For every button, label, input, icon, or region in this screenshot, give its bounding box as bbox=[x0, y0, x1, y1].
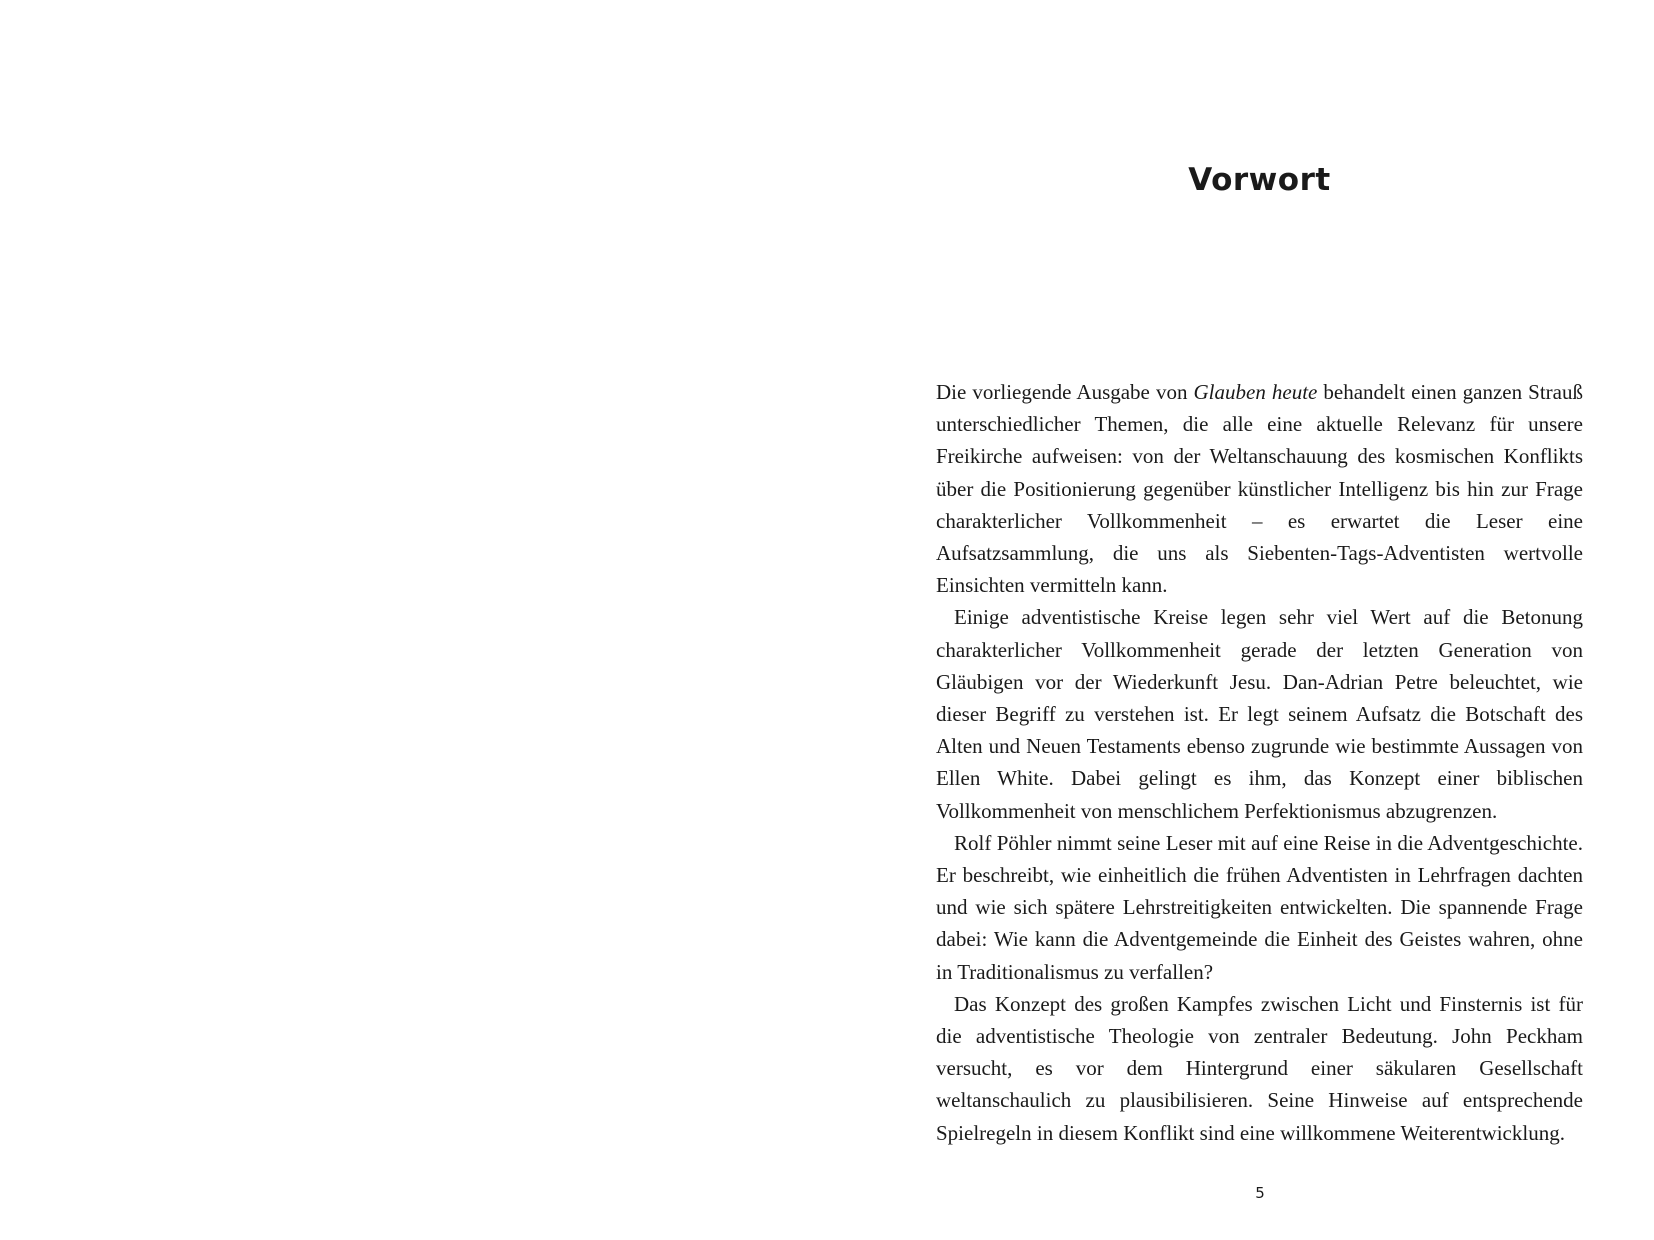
paragraph-1-start: Die vorliegende Ausgabe von bbox=[936, 380, 1194, 404]
preface-body bbox=[936, 376, 1583, 1149]
paragraph-1 bbox=[936, 376, 1583, 601]
book-title-italic: Glauben heute bbox=[1193, 380, 1318, 404]
chapter-title: Vorwort bbox=[1188, 162, 1331, 198]
page-number: 5 bbox=[1255, 1184, 1265, 1202]
paragraph-1-rest: behandelt einen ganzen Strauß unterschiedlicher Themen, die alle eine aktuelle Relevanz für unsere Freikirche aufweisen: von der Weltanschauung des kosmischen Konflikts über die Positionierung gegenüber künstlicher Intelligenz bis hin zur Frage charakterlicher Vollkommenheit – es erwartet die Leser eine Aufsatzsammlung, die uns als Siebenten-Tags-Adventisten wertvolle Einsichten vermitteln kann. bbox=[936, 380, 1583, 598]
paragraph-4: Das Konzept des großen Kampfes zwischen Licht und Finsternis ist für die adventistische Theologie von zentraler Bedeutung. John Peckham versucht, es vor dem Hintergrund einer säkularen Gesellschaft weltanschaulich zu plausibilisieren. Seine Hinweise auf entsprechende Spielregeln in diesem Konflikt sind eine willkommene Weiterentwicklung. bbox=[936, 991, 1583, 1145]
paragraph-2: Einige adventistische Kreise legen sehr viel Wert auf die Betonung charakterlicher Vollkommenheit gerade der letzten Generation von Gläubigen vor der Wiederkunft Jesu. Dan-Adrian Petre beleuchtet, wie dieser Begriff zu verstehen ist. Er legt seinem Aufsatz die Botschaft des Alten und Neuen Testaments ebenso zugrunde wie bestimmte Aussagen von Ellen White. Dabei gelingt es ihm, das Konzept einer biblischen Vollkommenheit von menschlichem Perfektionismus abzugrenzen. bbox=[936, 605, 1583, 823]
paragraph-3: Rolf Pöhler nimmt seine Leser mit auf eine Reise in die Adventgeschichte. Er beschreibt, wie einheitlich die frühen Adventisten in Lehrfragen dachten und wie sich spätere Lehrstreitigkeiten entwickelten. Die spannende Frage dabei: Wie kann die Adventgemeinde die Einheit des Geistes wahren, ohne in Traditionalismus zu verfallen? bbox=[936, 830, 1583, 984]
